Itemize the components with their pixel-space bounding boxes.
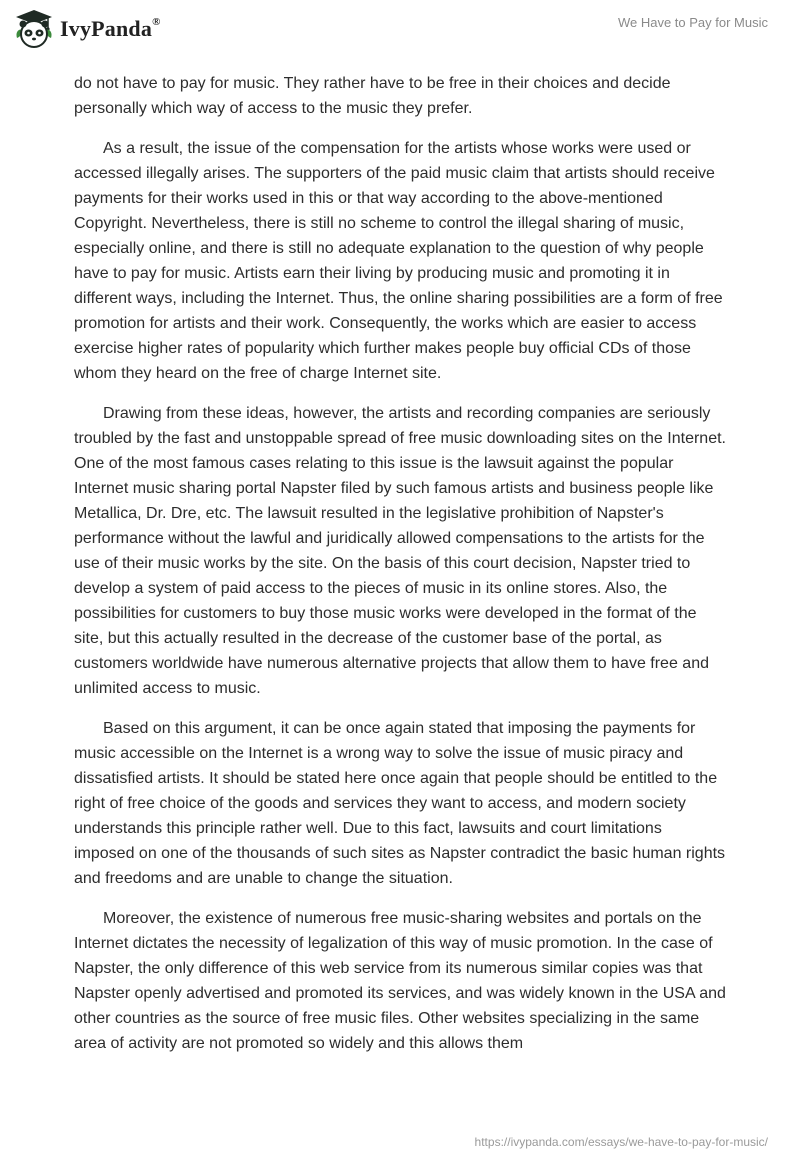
paragraph: As a result, the issue of the compensation for the artists whose works were used or accessed illegally arises. The supporters of the paid music claim that artists should receive payments for their works used in this or that way according to the above-mentioned Copyright. Nevertheless, there is still no scheme to control the illegal sharing of music, especially online, and there is still no adequate explanation to the question of why people have to pay for music. Artists earn their living by producing music and promoting it in different ways, including the Internet. Thus, the online sharing possibilities are a form of free promotion for artists and their work. Consequently, the works which are easier to access exercise higher rates of popularity which further makes people buy official CDs of those whom they heard on the free of charge Internet site. [74,140,723,382]
panda-logo-icon [14,8,54,52]
page-header [0,0,800,70]
paragraph-continuation: do not have to pay for music. They rather have to be free in their choices and decide personally which way of access to the music they prefer. [74,75,671,117]
paragraph: Moreover, the existence of numerous free music-sharing websites and portals on the Internet dictates the necessity of legalization of this way of music promotion. In the case of Napster, the only difference of this web service from its numerous similar copies was that Napster openly advertised and promoted its services, and was widely known in the USA and other countries as the source of free music files. Other websites specializing in the same area of activity are not promoted so widely and this allows them [74,910,726,1052]
document-title: We Have to Pay for Music [617,15,768,30]
brand-name: IvyPanda® [60,15,161,41]
paragraph: Based on this argument, it can be once again stated that imposing the payments for music accessible on the Internet is a wrong way to solve the issue of music piracy and dissatisfied artists. It should be stated here once again that people should be entitled to the right of free choice of the goods and services they want to access, and modern society understands this principle rather well. Due to this fact, lawsuits and court limitations imposed on one of the thousands of such sites as Napster contradict the basic human rights and freedoms and are unable to change the situation. [74,720,726,887]
paragraph: Drawing from these ideas, however, the artists and recording companies are seriously troubled by the fast and unstoppable spread of free music downloading sites on the Internet. One of the most famous cases relating to this issue is the lawsuit against the popular Internet music sharing portal Napster filed by such famous artists and business people like Metallica, Dr. Dre, etc. The lawsuit resulted in the legislative prohibition of Napster's performance without the lawful and juridically allowed compensations to the artists for the use of their music works by the site. On the basis of this court decision, Napster tried to develop a system of paid access to the pieces of music in its online stores. Also, the possibilities for customers to buy those music works were developed in the format of the site, but this actually resulted in the decrease of the customer base of the portal, as customers worldwide have numerous alternative projects that allow them to have free and unlimited access to music. [74,405,726,697]
essay-body [74,71,726,1071]
source-url[interactable]: https://ivypanda.com/essays/we-have-to-pay-for-music/ [474,1135,768,1149]
logo[interactable] [14,8,161,52]
